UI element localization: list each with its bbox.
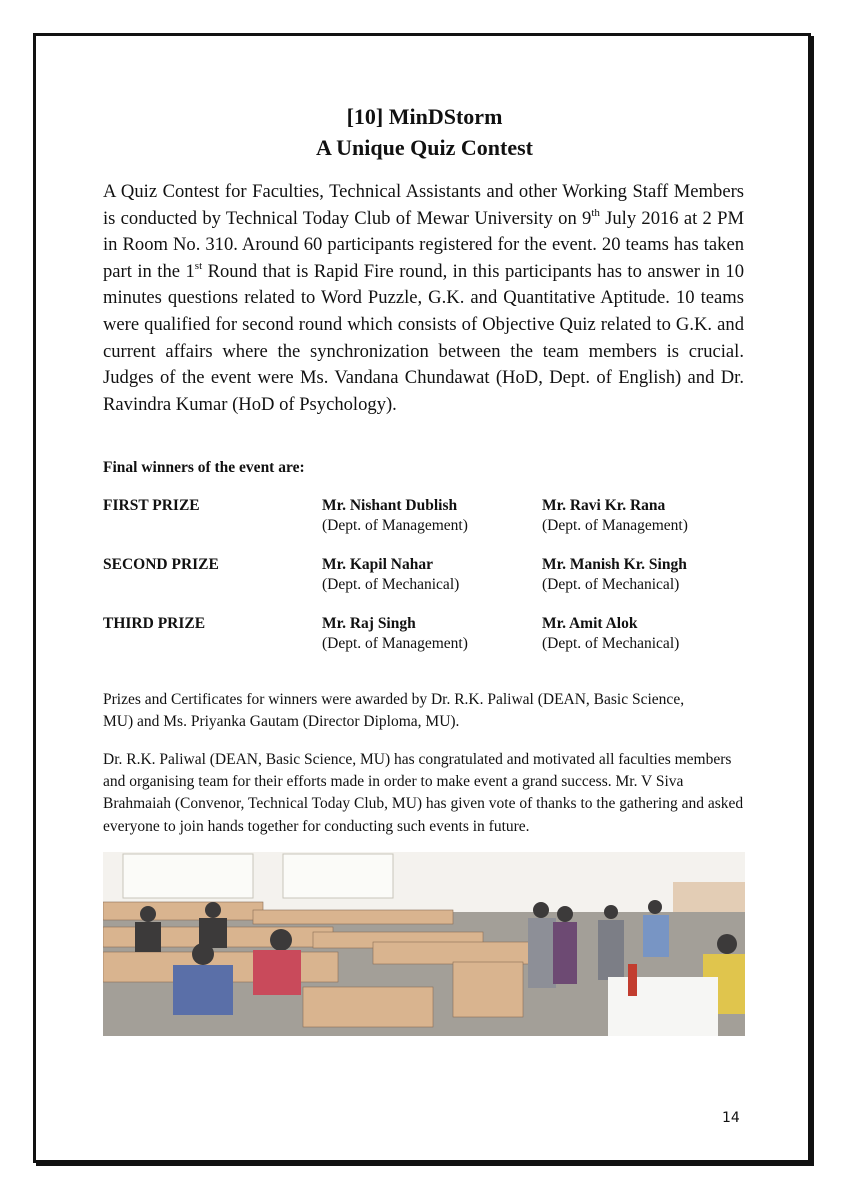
prize-row-first [103, 497, 746, 541]
winner-name: Mr. Nishant Dublish [322, 497, 458, 514]
prize-label: FIRST PRIZE [103, 497, 200, 514]
awards-paragraph: Prizes and Certificates for winners were awarded by Dr. R.K. Paliwal (DEAN, Basic Science, MU) and Ms. Priyanka Gautam (Director Diploma, MU). [103, 691, 685, 731]
winner-dept: (Dept. of Mechanical) [542, 635, 680, 652]
prize-row-second [103, 556, 746, 600]
winner-dept: (Dept. of Mechanical) [542, 576, 680, 593]
winner-name: Mr. Amit Alok [542, 615, 638, 632]
winner-name: Mr. Raj Singh [322, 615, 416, 632]
winner-name: Mr. Kapil Nahar [322, 556, 433, 573]
intro-text-2: July 2016 at 2 PM in Room No. 310. Around 60 participants registered for the event. 20 teams has taken part in the 1 [103, 207, 744, 282]
prize-row-third [103, 615, 746, 659]
winner-name: Mr. Ravi Kr. Rana [542, 497, 666, 514]
winner-dept: (Dept. of Mechanical) [322, 576, 460, 593]
intro-sup-2: st [194, 259, 203, 272]
closing-paragraph: Dr. R.K. Paliwal (DEAN, Basic Science, MU) has congratulated and motivated all faculties members and organising team for their efforts made in order to make event a grand success. Mr. V Siva Brahmaiah (Convenor, Technical Today Club, MU) has given vote of thanks to the gathering and asked everyone to join hands together for conducting such events in future. [103, 751, 744, 835]
winners-heading: Final winners of the event are: [103, 459, 305, 476]
intro-text-3: Round that is Rapid Fire round, in this participants has to answer in 10 minutes questions related to Word Puzzle, G.K. and Quantitative Aptitude. 10 teams were qualified for second round which consists of Objective Quiz related to G.K. and current affairs where the synchronization between the team members is crucial. Judges of the event were Ms. Vandana Chundawat (HoD, Dept. of English) and Dr. Ravindra Kumar (HoD of Psychology). [103, 260, 744, 415]
event-title: [10] MinDStorm [346, 104, 503, 129]
winner-dept: (Dept. of Management) [322, 635, 468, 652]
intro-paragraph [103, 179, 744, 418]
winner-name: Mr. Manish Kr. Singh [542, 556, 687, 573]
winner-dept: (Dept. of Management) [322, 517, 468, 534]
prize-label: SECOND PRIZE [103, 556, 219, 573]
winner-dept: (Dept. of Management) [542, 517, 688, 534]
intro-text-1: A Quiz Contest for Faculties, Technical Assistants and other Working Staff Members is conducted by Technical Today Club of Mewar University on 9 [103, 181, 744, 229]
page-number: 14 [722, 1110, 740, 1126]
event-subtitle: A Unique Quiz Contest [316, 135, 533, 160]
intro-sup-1: th [591, 206, 600, 219]
prize-label: THIRD PRIZE [103, 615, 206, 632]
event-photo [103, 852, 745, 1036]
